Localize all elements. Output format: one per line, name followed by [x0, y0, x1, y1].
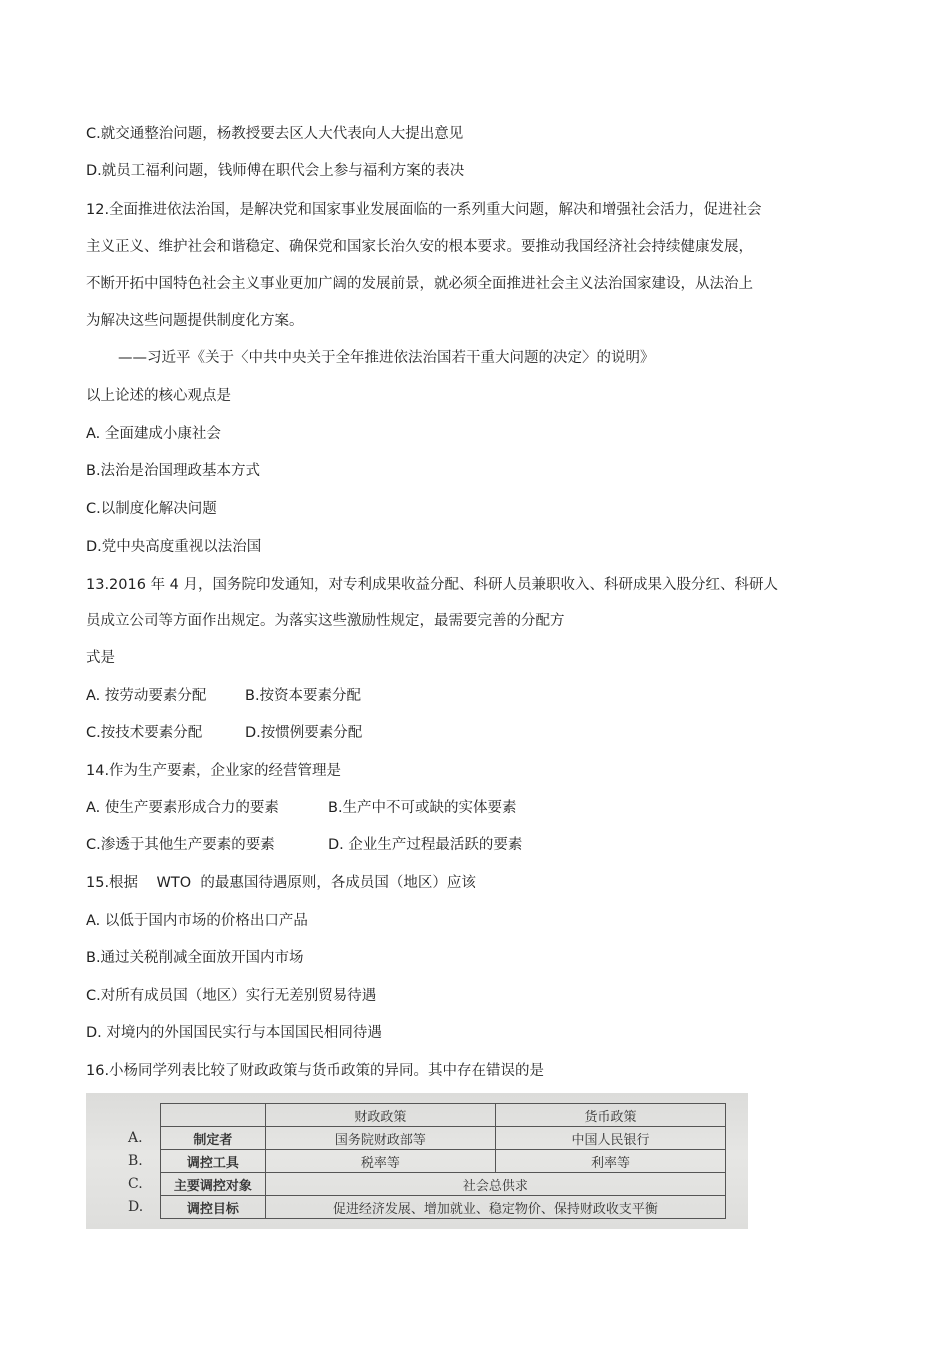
q12-option-b: B.法治是治国理政基本方式 — [86, 463, 261, 479]
q14-option-c: C.渗透于其他生产要素的要素 — [86, 837, 275, 853]
table-row — [161, 1127, 726, 1150]
q13-option-b: B.按资本要素分配 — [245, 688, 362, 704]
q11-option-c: C.就交通整治问题，杨教授要去区人大代表向人大提出意见 — [86, 126, 464, 142]
q14-option-b: B.生产中不可或缺的实体要素 — [328, 800, 517, 816]
table-cell: 中国人民银行 — [495, 1127, 725, 1150]
table-row — [161, 1196, 726, 1219]
table-letter-c: C. — [128, 1176, 143, 1192]
q15-option-c: C.对所有成员国（地区）实行无差别贸易待遇 — [86, 988, 377, 1004]
q11-option-d: D.就员工福利问题，钱师傅在职代会上参与福利方案的表决 — [86, 163, 465, 179]
q14-option-d: D. 企业生产过程最活跃的要素 — [328, 837, 523, 853]
q12-option-d: D.党中央高度重视以法治国 — [86, 539, 262, 555]
table-row-label: 制定者 — [161, 1127, 266, 1150]
table-cell: 税率等 — [265, 1150, 495, 1173]
q12-option-a: A. 全面建成小康社会 — [86, 426, 221, 442]
table-row-label: 主要调控对象 — [161, 1173, 266, 1196]
q13-option-c: C.按技术要素分配 — [86, 725, 203, 741]
table-cell: 利率等 — [495, 1150, 725, 1173]
q12-option-c: C.以制度化解决问题 — [86, 501, 217, 517]
table-header-monetary: 货币政策 — [495, 1104, 725, 1127]
table-header-row — [161, 1104, 726, 1127]
q12-source-citation: ——习近平《关于〈中共中央关于全年推进依法治国若干重大问题的决定〉的说明》 — [118, 350, 655, 366]
q15-stem: 15.根据 WTO 的最惠国待遇原则，各成员国（地区）应该 — [86, 875, 476, 891]
policy-comparison-table — [160, 1103, 726, 1219]
q12-stem-line-4: 为解决这些问题提供制度化方案。 — [86, 313, 304, 329]
table-header-fiscal: 财政政策 — [265, 1104, 495, 1127]
q15-option-d: D. 对境内的外国国民实行与本国国民相同待遇 — [86, 1025, 382, 1041]
q12-stem-line-2: 主义正义、维护社会和谐稳定、确保党和国家长治久安的根本要求。要推动我国经济社会持续健康发展， — [86, 239, 753, 255]
q12-question: 以上论述的核心观点是 — [86, 388, 231, 404]
q16-comparison-table-image — [86, 1093, 748, 1229]
q12-stem-line-3: 不断开拓中国特色社会主义事业更加广阔的发展前景，就必须全面推进社会主义法治国家建设，从法治上 — [86, 276, 753, 292]
q14-option-a: A. 使生产要素形成合力的要素 — [86, 800, 279, 816]
table-letter-b: B. — [128, 1153, 143, 1169]
q14-stem: 14.作为生产要素，企业家的经营管理是 — [86, 763, 342, 779]
table-letter-d: D. — [128, 1199, 144, 1215]
q16-stem: 16.小杨同学列表比较了财政政策与货币政策的异同。其中存在错误的是 — [86, 1063, 545, 1079]
table-row — [161, 1173, 726, 1196]
q12-stem-line-1: 12.全面推进依法治国，是解决党和国家事业发展面临的一系列重大问题，解决和增强社会活力，促进社会 — [86, 202, 762, 218]
q13-stem-line-3: 式是 — [86, 650, 115, 666]
table-row-label: 调控工具 — [161, 1150, 266, 1173]
table-cell-merged: 社会总供求 — [265, 1173, 725, 1196]
table-letter-a: A. — [128, 1130, 143, 1146]
table-row-label: 调控目标 — [161, 1196, 266, 1219]
table-row — [161, 1150, 726, 1173]
q13-option-a: A. 按劳动要素分配 — [86, 688, 207, 704]
q15-option-b: B.通过关税削减全面放开国内市场 — [86, 950, 304, 966]
table-cell: 国务院财政部等 — [265, 1127, 495, 1150]
q13-option-d: D.按惯例要素分配 — [245, 725, 363, 741]
q13-stem-line-2: 员成立公司等方面作出规定。为落实这些激励性规定，最需要完善的分配方 — [86, 613, 565, 629]
q15-option-a: A. 以低于国内市场的价格出口产品 — [86, 913, 308, 929]
q13-stem-line-1: 13.2016 年 4 月，国务院印发通知，对专利成果收益分配、科研人员兼职收入、科研成果入股分红、科研人 — [86, 577, 779, 593]
table-header-blank — [161, 1104, 266, 1127]
table-cell-merged: 促进经济发展、增加就业、稳定物价、保持财政收支平衡 — [265, 1196, 725, 1219]
